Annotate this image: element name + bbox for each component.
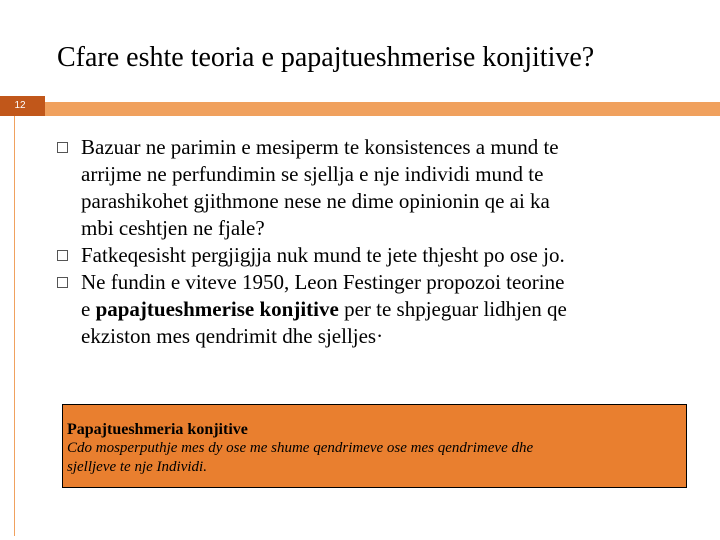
- bullet-line: Fatkeqesisht pergjigjja nuk mund te jete thjesht po ose jo.: [81, 243, 565, 267]
- bullet-text: e: [81, 297, 96, 321]
- definition-box: [62, 404, 687, 488]
- definition-text: Cdo mosperputhje mes dy ose me shume qendrimeve ose mes qendrimeve dhe: [67, 440, 534, 456]
- bullet-item: [57, 134, 697, 242]
- definition-text: sjelljeve te nje Individi.: [67, 459, 207, 475]
- bullet-line: Bazuar ne parimin e mesiperm te konsistences a mund te: [81, 135, 559, 159]
- bullet-line: arrijme ne perfundimin se sjellja e nje individi mund te: [81, 162, 544, 186]
- bullet-line: Ne fundin e viteve 1950, Leon Festinger propozoi teorine: [81, 270, 565, 294]
- slide-number: 12: [14, 100, 26, 111]
- header-bar-stripe: [45, 102, 720, 116]
- bullet-item: [57, 269, 697, 350]
- left-vertical-rule: [14, 116, 15, 536]
- definition-term: Papajtueshmeria konjitive: [67, 421, 248, 438]
- bullet-list: [57, 134, 697, 350]
- square-bullet-icon: [57, 277, 68, 288]
- bullet-line: mbi ceshtjen ne fjale?: [81, 216, 265, 240]
- slide-title: Cfare eshte teoria e papajtueshmerise konjitive?: [57, 42, 595, 73]
- bullet-line: parashikohet gjithmone nese ne dime opinionin qe ai ka: [81, 189, 550, 213]
- bullet-text: per te shpjeguar lidhjen qe: [338, 297, 567, 321]
- header-bar: [0, 96, 720, 116]
- square-bullet-icon: [57, 142, 68, 153]
- square-bullet-icon: [57, 250, 68, 261]
- bullet-line: ekziston mes qendrimit dhe sjelljes·: [81, 324, 384, 348]
- bold-term: papajtueshmerise konjitive: [95, 297, 339, 321]
- bullet-item: [57, 242, 697, 269]
- bullet-line: [81, 296, 697, 323]
